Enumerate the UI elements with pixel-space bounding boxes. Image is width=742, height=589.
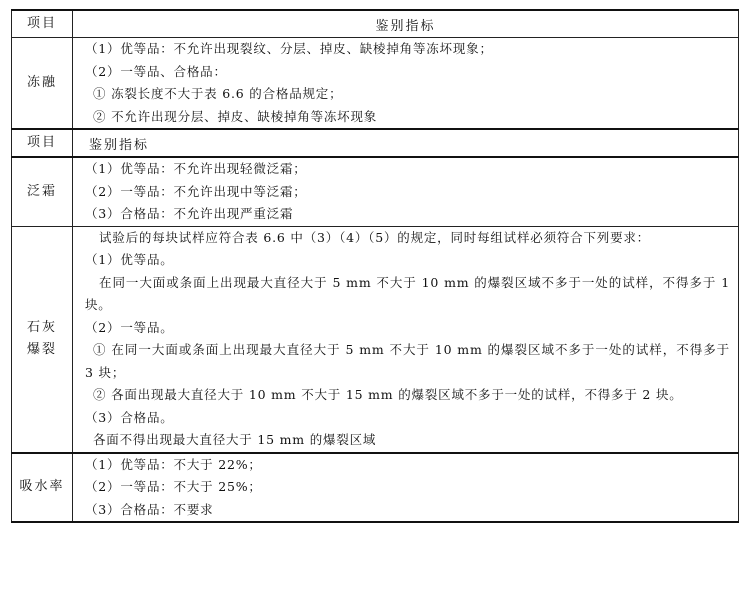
water-absorption-label: 吸水率 xyxy=(12,453,73,523)
header-criteria: 鉴别指标 xyxy=(73,10,739,38)
lime-burst-label xyxy=(12,226,73,453)
lime-burst-criteria xyxy=(73,226,739,453)
criteria-line: 各面不得出现最大直径大于 15 mm 的爆裂区域 xyxy=(93,432,377,447)
row-water-absorption xyxy=(12,453,739,523)
criteria-line: ② 不允许出现分层、掉皮、缺棱掉角等冻坏现象 xyxy=(93,108,378,124)
criteria-line: （1）优等品：不允许出现轻微泛霜； xyxy=(85,161,307,176)
criteria-line: （3）合格品：不允许出现严重泛霜 xyxy=(85,206,294,221)
criteria-line: （2）一等品：不允许出现中等泛霜； xyxy=(85,183,307,199)
criteria-line: （1）优等品。 xyxy=(85,252,174,267)
efflorescence-criteria xyxy=(73,157,739,226)
criteria-paragraph: ② 各面出现最大直径大于 10 mm 不大于 15 mm 的爆裂区域不多于一处的试样，不得多于 2 块。 xyxy=(93,387,683,402)
criteria-line: （2）一等品。 xyxy=(85,319,174,335)
row-lime-burst xyxy=(12,226,739,453)
criteria-line: （2）一等品：不大于 25%； xyxy=(85,479,262,494)
criteria-line: ① 冻裂长度不大于表 6.6 的合格品规定； xyxy=(93,86,343,101)
header-criteria: 鉴别指标 xyxy=(73,129,739,157)
criteria-paragraph: 在同一大面或条面上出现最大直径大于 5 mm 不大于 10 mm 的爆裂区域不多于一处的试样，不得多于 1 块。 xyxy=(85,274,730,312)
header-row-repeat xyxy=(12,129,739,157)
header-row xyxy=(12,10,739,38)
criteria-line: （3）合格品。 xyxy=(85,409,174,425)
row-efflorescence xyxy=(12,157,739,226)
lime-burst-label-line: 爆裂 xyxy=(26,342,57,357)
criteria-line: （1）优等品：不允许出现裂纹、分层、掉皮、缺棱掉角等冻坏现象； xyxy=(85,41,493,56)
header-item: 项目 xyxy=(12,129,73,157)
brick-criteria-table xyxy=(11,9,739,523)
freeze-thaw-criteria xyxy=(73,38,739,130)
criteria-line: （1）优等品：不大于 22%； xyxy=(85,456,262,472)
criteria-line: （2）一等品、合格品： xyxy=(85,63,227,79)
row-freeze-thaw xyxy=(12,38,739,130)
lime-burst-label-line: 石灰 xyxy=(26,320,57,335)
criteria-paragraph: 试验后的每块试样应符合表 6.6 中（3）（4）（5）的规定，同时每组试样必须符合下列要求： xyxy=(99,229,650,245)
freeze-thaw-label: 冻融 xyxy=(12,38,73,130)
efflorescence-label: 泛霜 xyxy=(12,157,73,226)
water-absorption-criteria xyxy=(73,453,739,523)
header-item: 项目 xyxy=(12,10,73,38)
criteria-line: （3）合格品：不要求 xyxy=(85,501,214,517)
criteria-paragraph: ① 在同一大面或条面上出现最大直径大于 5 mm 不大于 10 mm 的爆裂区域不多于一处的试样，不得多于 3 块； xyxy=(85,342,730,380)
